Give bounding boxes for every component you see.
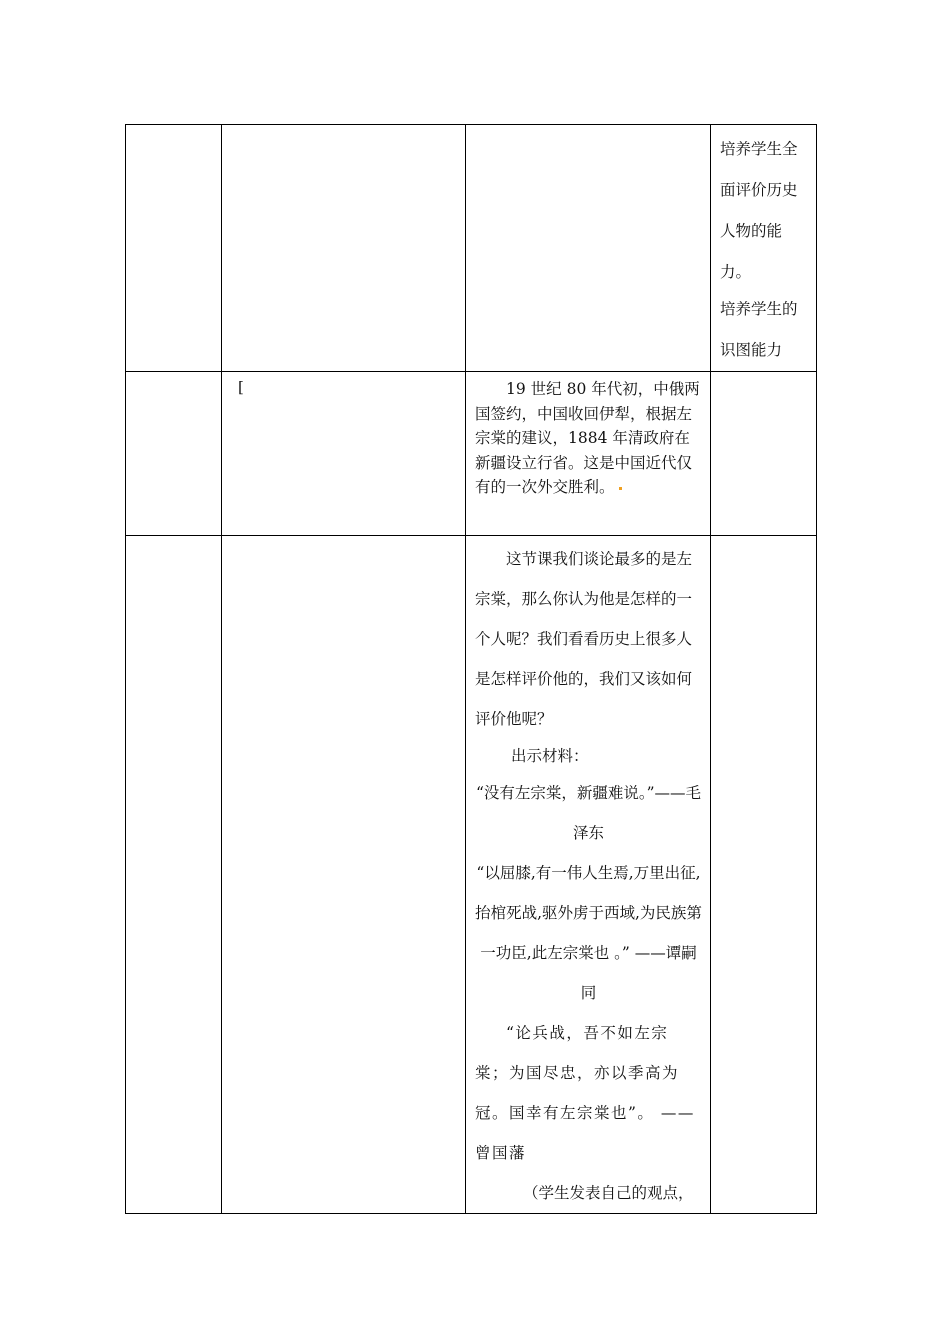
evaluation-intro: 这节课我们谈论最多的是左宗棠，那么你认为他是怎样的一个人呢？我们看看历史上很多人是怎样评价他的，我们又该如何评价他呢？ [475,550,693,728]
table-row [126,372,817,536]
quote-mao-zedong: “没有左宗棠，新疆难说。”——毛泽东 [475,784,702,842]
student-activity-cell [222,372,466,536]
show-material-label: 出示材料： [511,747,589,765]
quote-tan-sitong: “以屈膝,有一伟人生焉,万里出征,抬棺死战,驱外虏于西域,为民族第一功臣,此左宗棠也 。” ——谭嗣同 [475,864,702,1002]
quote-zeng-guofan: “论兵战，吾不如左宗棠；为国尽忠，亦以季高为冠。国幸有左宗棠也”。 ——曾国藩 [475,1024,695,1162]
dot-mark [619,487,622,490]
student-activity-cell [222,536,466,1214]
goal-evaluate-figures: 培养学生全面评价历史人物的能力。 [720,140,798,281]
teacher-activity-cell [466,372,711,536]
table-row [126,536,817,1214]
student-activity-cell [222,125,466,372]
design-intent-cell [711,125,817,372]
ili-fact-text: 19 世纪 80 年代初，中俄两国签约，中国收回伊犁，根据左宗棠的建议，1884 年清政府在新疆设立行省。这是中国近代仅有的一次外交胜利。 [475,380,700,496]
teacher-activity-cell [466,125,711,372]
table-row [126,125,817,372]
goal-map-reading: 培养学生的识图能力 [720,300,798,359]
teacher-activity-cell [466,536,711,1214]
stage-cell [126,536,222,1214]
stage-cell [126,125,222,372]
student-opinion-note: （学生发表自己的观点， [523,1184,694,1202]
design-intent-cell [711,536,817,1214]
stage-cell [126,372,222,536]
bracket-mark: [ [238,378,244,396]
lesson-plan-table [125,124,817,1214]
design-intent-cell [711,372,817,536]
